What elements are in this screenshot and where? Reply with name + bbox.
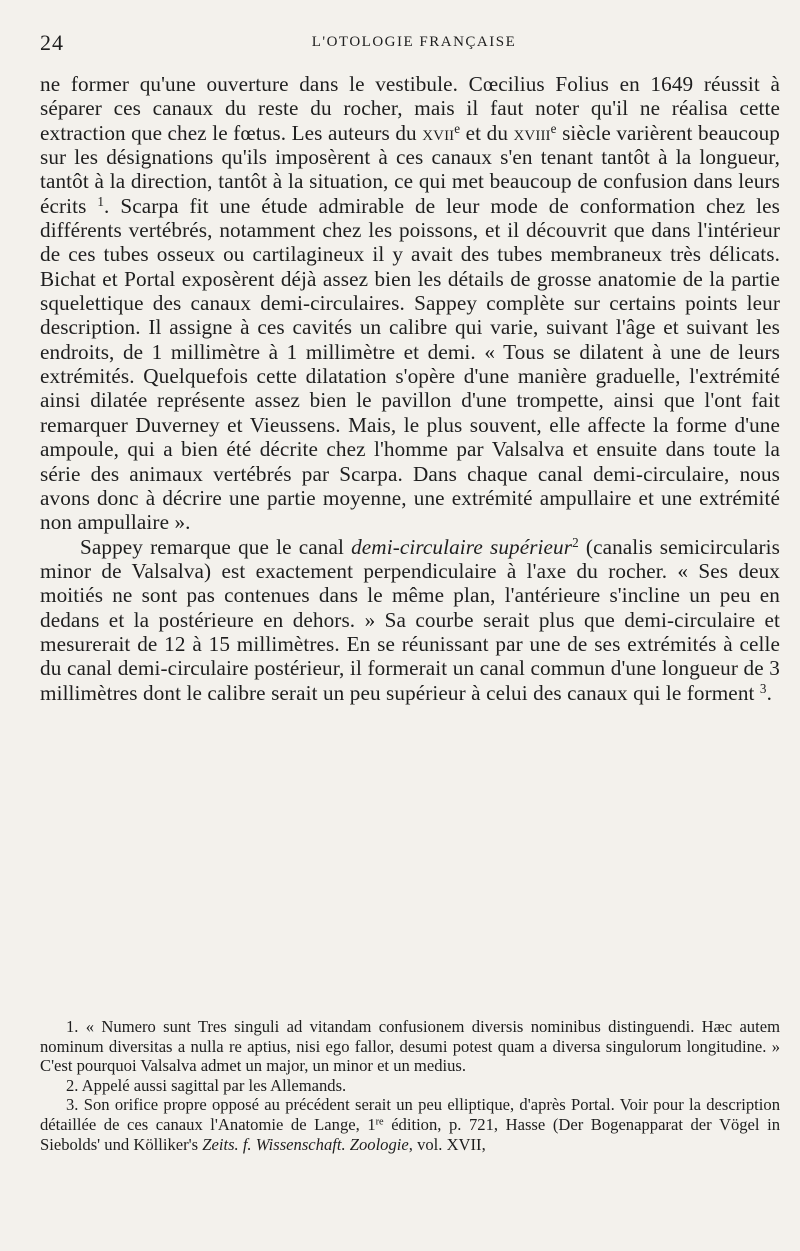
footnotes bbox=[40, 1017, 780, 1154]
paragraph-1-text: . Scarpa fit une étude admirable de leur mode de conformation chez les différents vertébrés, notamment chez les poissons, et il découvrit que dans l'intérieur de ces tubes osseux ou cartilagineux il y avait des tubes membraneux très délicats. Bichat et Portal exposèrent déjà assez bien les détails de grosse anatomie de la partie squelettique des canaux demi-circulaires. Sappey complète sur certains points leur description. Il assigne à ces cavités un calibre qui varie, suivant l'âge et suivant les endroits, de 1 millimètre à 1 millimètre et demi. « Tous se dilatent à une de leurs extrémités. Quelquefois cette dilatation s'opère d'une manière graduelle, l'extrémité ainsi dilatée représente assez bien le pavillon d'une trompette, ainsi que l'ont fait remarquer Duverney et Vieussens. Mais, le plus souvent, elle affecte la forme d'une ampoule, qui a bien été décrite chez l'homme par Valsalva et ensuite dans toute la série des animaux vertébrés par Scarpa. Dans chaque canal demi-circulaire, nous avons donc à décrire une partie moyenne, une extrémité ampullaire et une extrémité non ampullaire ». bbox=[40, 193, 780, 535]
superscript-re: re bbox=[375, 1116, 384, 1128]
main-text bbox=[40, 72, 780, 705]
page-header bbox=[40, 30, 788, 56]
footnote-ref-1[interactable]: 1 bbox=[97, 193, 105, 209]
running-title: L'OTOLOGIE FRANÇAISE bbox=[311, 34, 517, 50]
paragraph-1-text: siècle varièrent beaucoup sur les désignations qu'ils imposèrent à ces canaux s'en tenant tantôt à la longueur, tantôt à la direction, tantôt à la situation, ce qui met beaucoup de confusion dans leurs écrits bbox=[40, 120, 780, 218]
footnote-1: 1. « Numero sunt Tres singuli ad vitandam confusionem diversis nominibus distinguendi. Hæc autem nominum diversitas a nulla re aptius, nisi ego fallor, desumi potest quam a diversa singulorum longitudine. » C'est pourquoi Valsalva admet un major, un minor et un medius. bbox=[40, 1017, 780, 1076]
footnote-3 bbox=[40, 1095, 780, 1154]
superscript-e: e bbox=[550, 120, 557, 136]
superscript-e: e bbox=[454, 120, 461, 136]
paragraph-2-text: Sappey remarque que le canal bbox=[80, 534, 352, 559]
paragraph-1-text: ne former qu'une ouverture dans le vestibule. Cœcilius Folius en 1649 réussit à séparer ces canaux du reste du rocher, mais il faut noter qu'il ne réalisa cette extraction que chez le fœtus. Les auteurs du bbox=[40, 72, 780, 145]
page-number: 24 bbox=[40, 30, 64, 55]
paragraph-1-text: et du bbox=[460, 120, 514, 145]
paragraph-2-text: (canalis semicircularis minor de Valsalva) est exactement perpendiculaire à l'axe du rocher. « Ses deux moitiés ne sont pas contenues dans le même plan, l'antérieure s'incline un peu en dedans et la postérieure en dehors. » Sa courbe serait plus que demi-circulaire et mesurerait de 12 à 15 millimètres. En se réunissant par une de ses extrémités à celle du canal demi-circulaire postérieur, il formerait un canal commun d'une longueur de 3 millimètres dont le calibre serait un peu supérieur à celui des canaux qui le forment bbox=[40, 534, 780, 705]
footnote-3-text: 3. Son orifice propre opposé au précédent serait un peu elliptique, d'après Portal. Voir pour la description détaillée de ces canaux l'Anatomie de Lange, 1 bbox=[40, 1095, 780, 1134]
canal-term: demi-circulaire supérieur bbox=[351, 534, 573, 559]
journal-title: Zeits. f. Wissenschaft. Zoologie bbox=[202, 1134, 409, 1154]
paragraph-1 bbox=[40, 72, 780, 535]
century-18: xviii bbox=[513, 120, 551, 145]
footnote-2: 2. Appelé aussi sagittal par les Allemands. bbox=[66, 1075, 347, 1095]
footnote-ref-3[interactable]: 3 bbox=[759, 680, 767, 696]
footnote-ref-2[interactable]: 2 bbox=[572, 534, 579, 550]
century-17: xvii bbox=[422, 120, 455, 145]
paragraph-2 bbox=[40, 535, 780, 705]
footnote-3-text: édition, p. 721, Hasse (Der Bogenapparat der Vögel in Siebolds' und Kölliker's bbox=[40, 1114, 780, 1154]
paragraph-2-text: . bbox=[766, 680, 772, 705]
footnote-3-text: , vol. XVII, bbox=[408, 1134, 486, 1154]
